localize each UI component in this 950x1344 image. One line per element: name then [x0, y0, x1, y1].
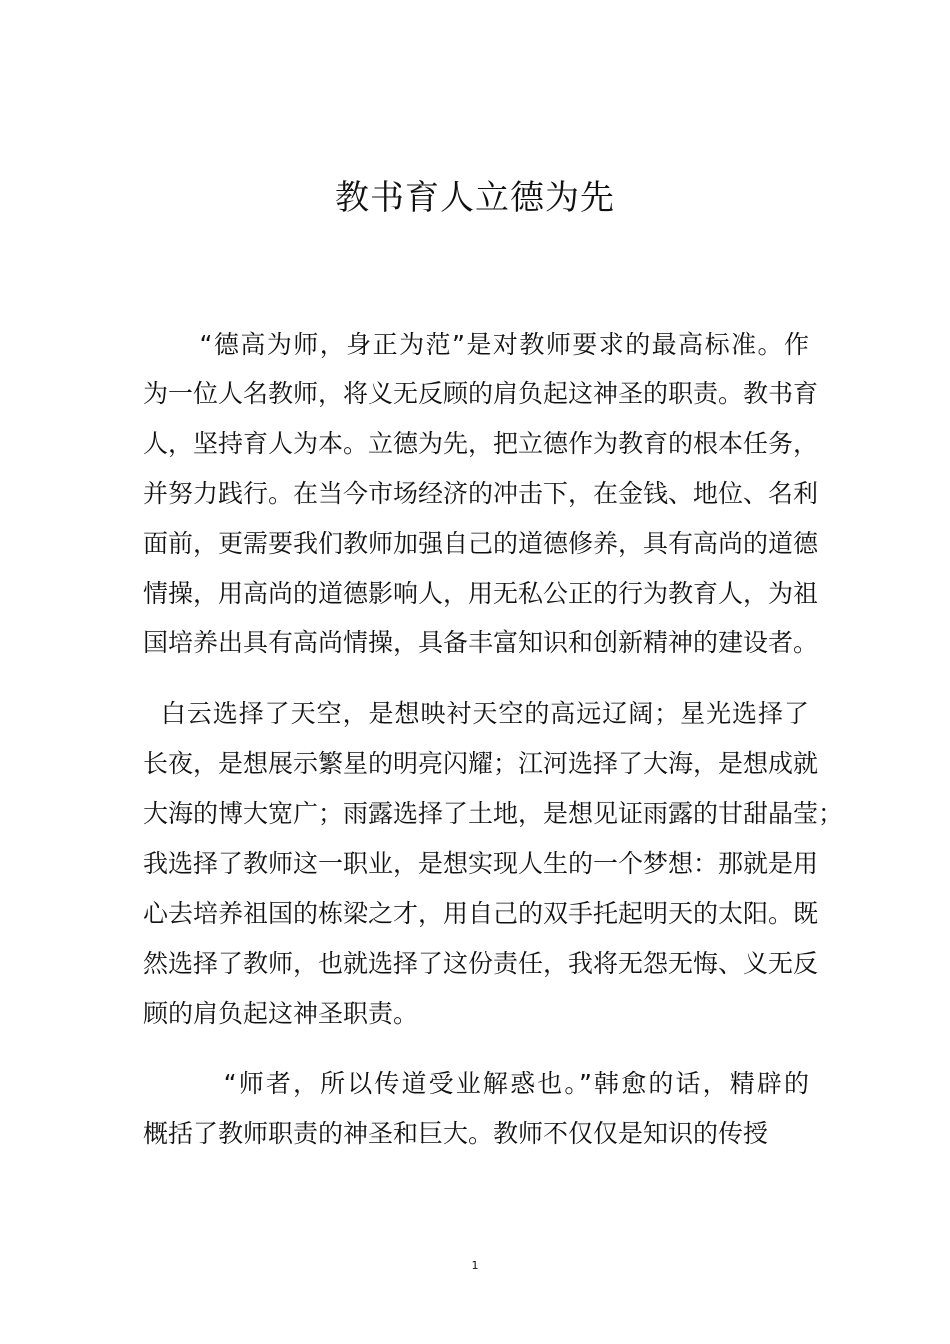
paragraph-2-line-1: 白云选择了天空，是想映衬天空的高远辽阔；星光选择了 [143, 699, 809, 728]
paragraph-3-line-1: “师者，所以传道受业解惑也。”韩愈的话，精辟的 [143, 1069, 809, 1098]
paragraph-2-line-3: 大海的博大宽广；雨露选择了土地，是想见证雨露的甘甜晶莹； [143, 799, 844, 828]
paragraph-2-line-7: 顾的肩负起这神圣职责。 [143, 999, 419, 1028]
document-title: 教书育人立德为先 [335, 178, 615, 218]
paragraph-2-line-5: 心去培养祖国的栋梁之才，用自己的双手托起明天的太阳。既 [143, 899, 819, 928]
paragraph-1-line-6: 情操，用高尚的道德影响人，用无私公正的行为教育人，为祖 [143, 579, 819, 608]
paragraph-1-line-2: 为一位人名教师，将义无反顾的肩负起这神圣的职责。教书育 [143, 379, 819, 408]
paragraph-2-line-2: 长夜，是想展示繁星的明亮闪耀；江河选择了大海，是想成就 [143, 749, 819, 778]
paragraph-2-line-4: 我选择了教师这一职业，是想实现人生的一个梦想：那就是用 [143, 849, 819, 878]
paragraph-1-line-5: 面前，更需要我们教师加强自己的道德修养，具有高尚的道德 [143, 529, 819, 558]
page-number: 1 [471, 1259, 479, 1272]
paragraph-1-line-3: 人，坚持育人为本。立德为先，把立德作为教育的根本任务， [143, 429, 819, 458]
paragraph-3-line-2: 概括了教师职责的神圣和巨大。教师不仅仅是知识的传授 [143, 1119, 769, 1148]
paragraph-1-line-4: 并努力践行。在当今市场经济的冲击下，在金钱、地位、名利 [143, 479, 819, 508]
paragraph-2-line-6: 然选择了教师，也就选择了这份责任，我将无怨无悔、义无反 [143, 949, 819, 978]
paragraph-1-line-1: “德高为师，身正为范”是对教师要求的最高标准。作 [143, 330, 809, 359]
paragraph-1-line-7: 国培养出具有高尚情操，具备丰富知识和创新精神的建设者。 [143, 628, 819, 657]
